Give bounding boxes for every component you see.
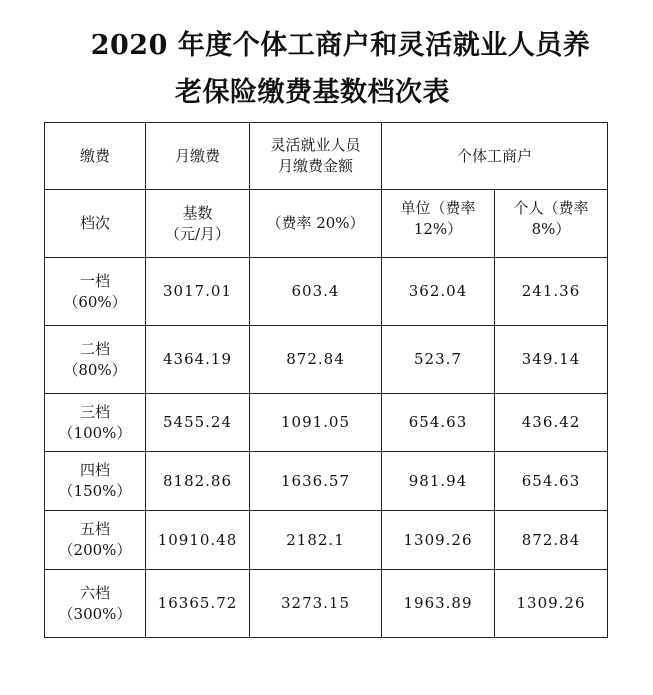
grade-cell: 一档 （60%）: [45, 258, 146, 326]
personal-cell: 436.42: [495, 394, 608, 452]
grade-cell: 六档 （300%）: [45, 570, 146, 638]
personal-cell: 349.14: [495, 326, 608, 394]
header-row-2: [45, 190, 608, 258]
header-row-1: [45, 123, 608, 190]
document-title-line2: 老保险缴费基数档次表: [175, 77, 450, 108]
base-cell: 10910.48: [146, 511, 250, 570]
grade-cell: 五档 （200%）: [45, 511, 146, 570]
base-cell: 4364.19: [146, 326, 250, 394]
flex-cell: 603.4: [250, 258, 382, 326]
header-base: 基数 （元/月）: [146, 190, 250, 258]
unit-cell: 654.63: [382, 394, 495, 452]
table-row: [45, 394, 608, 452]
table-row: [45, 258, 608, 326]
header-flex-rate: （费率 20%）: [250, 190, 382, 258]
table-row: [45, 511, 608, 570]
header-contribution: 缴费: [45, 123, 146, 190]
personal-cell: 654.63: [495, 452, 608, 511]
flex-cell: 872.84: [250, 326, 382, 394]
header-unit-rate: 单位（费率 12%）: [382, 190, 495, 258]
unit-cell: 362.04: [382, 258, 495, 326]
flex-cell: 1091.05: [250, 394, 382, 452]
header-grade: 档次: [45, 190, 146, 258]
document-title-line1: 2020 年度个体工商户和灵活就业人员养: [90, 30, 591, 61]
personal-cell: 241.36: [495, 258, 608, 326]
header-flex-worker: 灵活就业人员 月缴费金额: [250, 123, 382, 190]
header-personal-rate: 个人（费率 8%）: [495, 190, 608, 258]
flex-cell: 1636.57: [250, 452, 382, 511]
base-cell: 8182.86: [146, 452, 250, 511]
personal-cell: 1309.26: [495, 570, 608, 638]
flex-cell: 3273.15: [250, 570, 382, 638]
base-cell: 3017.01: [146, 258, 250, 326]
unit-cell: 523.7: [382, 326, 495, 394]
unit-cell: 1963.89: [382, 570, 495, 638]
grade-cell: 四档 （150%）: [45, 452, 146, 511]
grade-cell: 三档 （100%）: [45, 394, 146, 452]
header-monthly: 月缴费: [146, 123, 250, 190]
table-row: [45, 452, 608, 511]
contribution-table: [44, 122, 608, 638]
table-row: [45, 570, 608, 638]
table-row: [45, 326, 608, 394]
personal-cell: 872.84: [495, 511, 608, 570]
grade-cell: 二档 （80%）: [45, 326, 146, 394]
unit-cell: 1309.26: [382, 511, 495, 570]
unit-cell: 981.94: [382, 452, 495, 511]
header-self-employed: 个体工商户: [382, 123, 608, 190]
base-cell: 5455.24: [146, 394, 250, 452]
flex-cell: 2182.1: [250, 511, 382, 570]
base-cell: 16365.72: [146, 570, 250, 638]
